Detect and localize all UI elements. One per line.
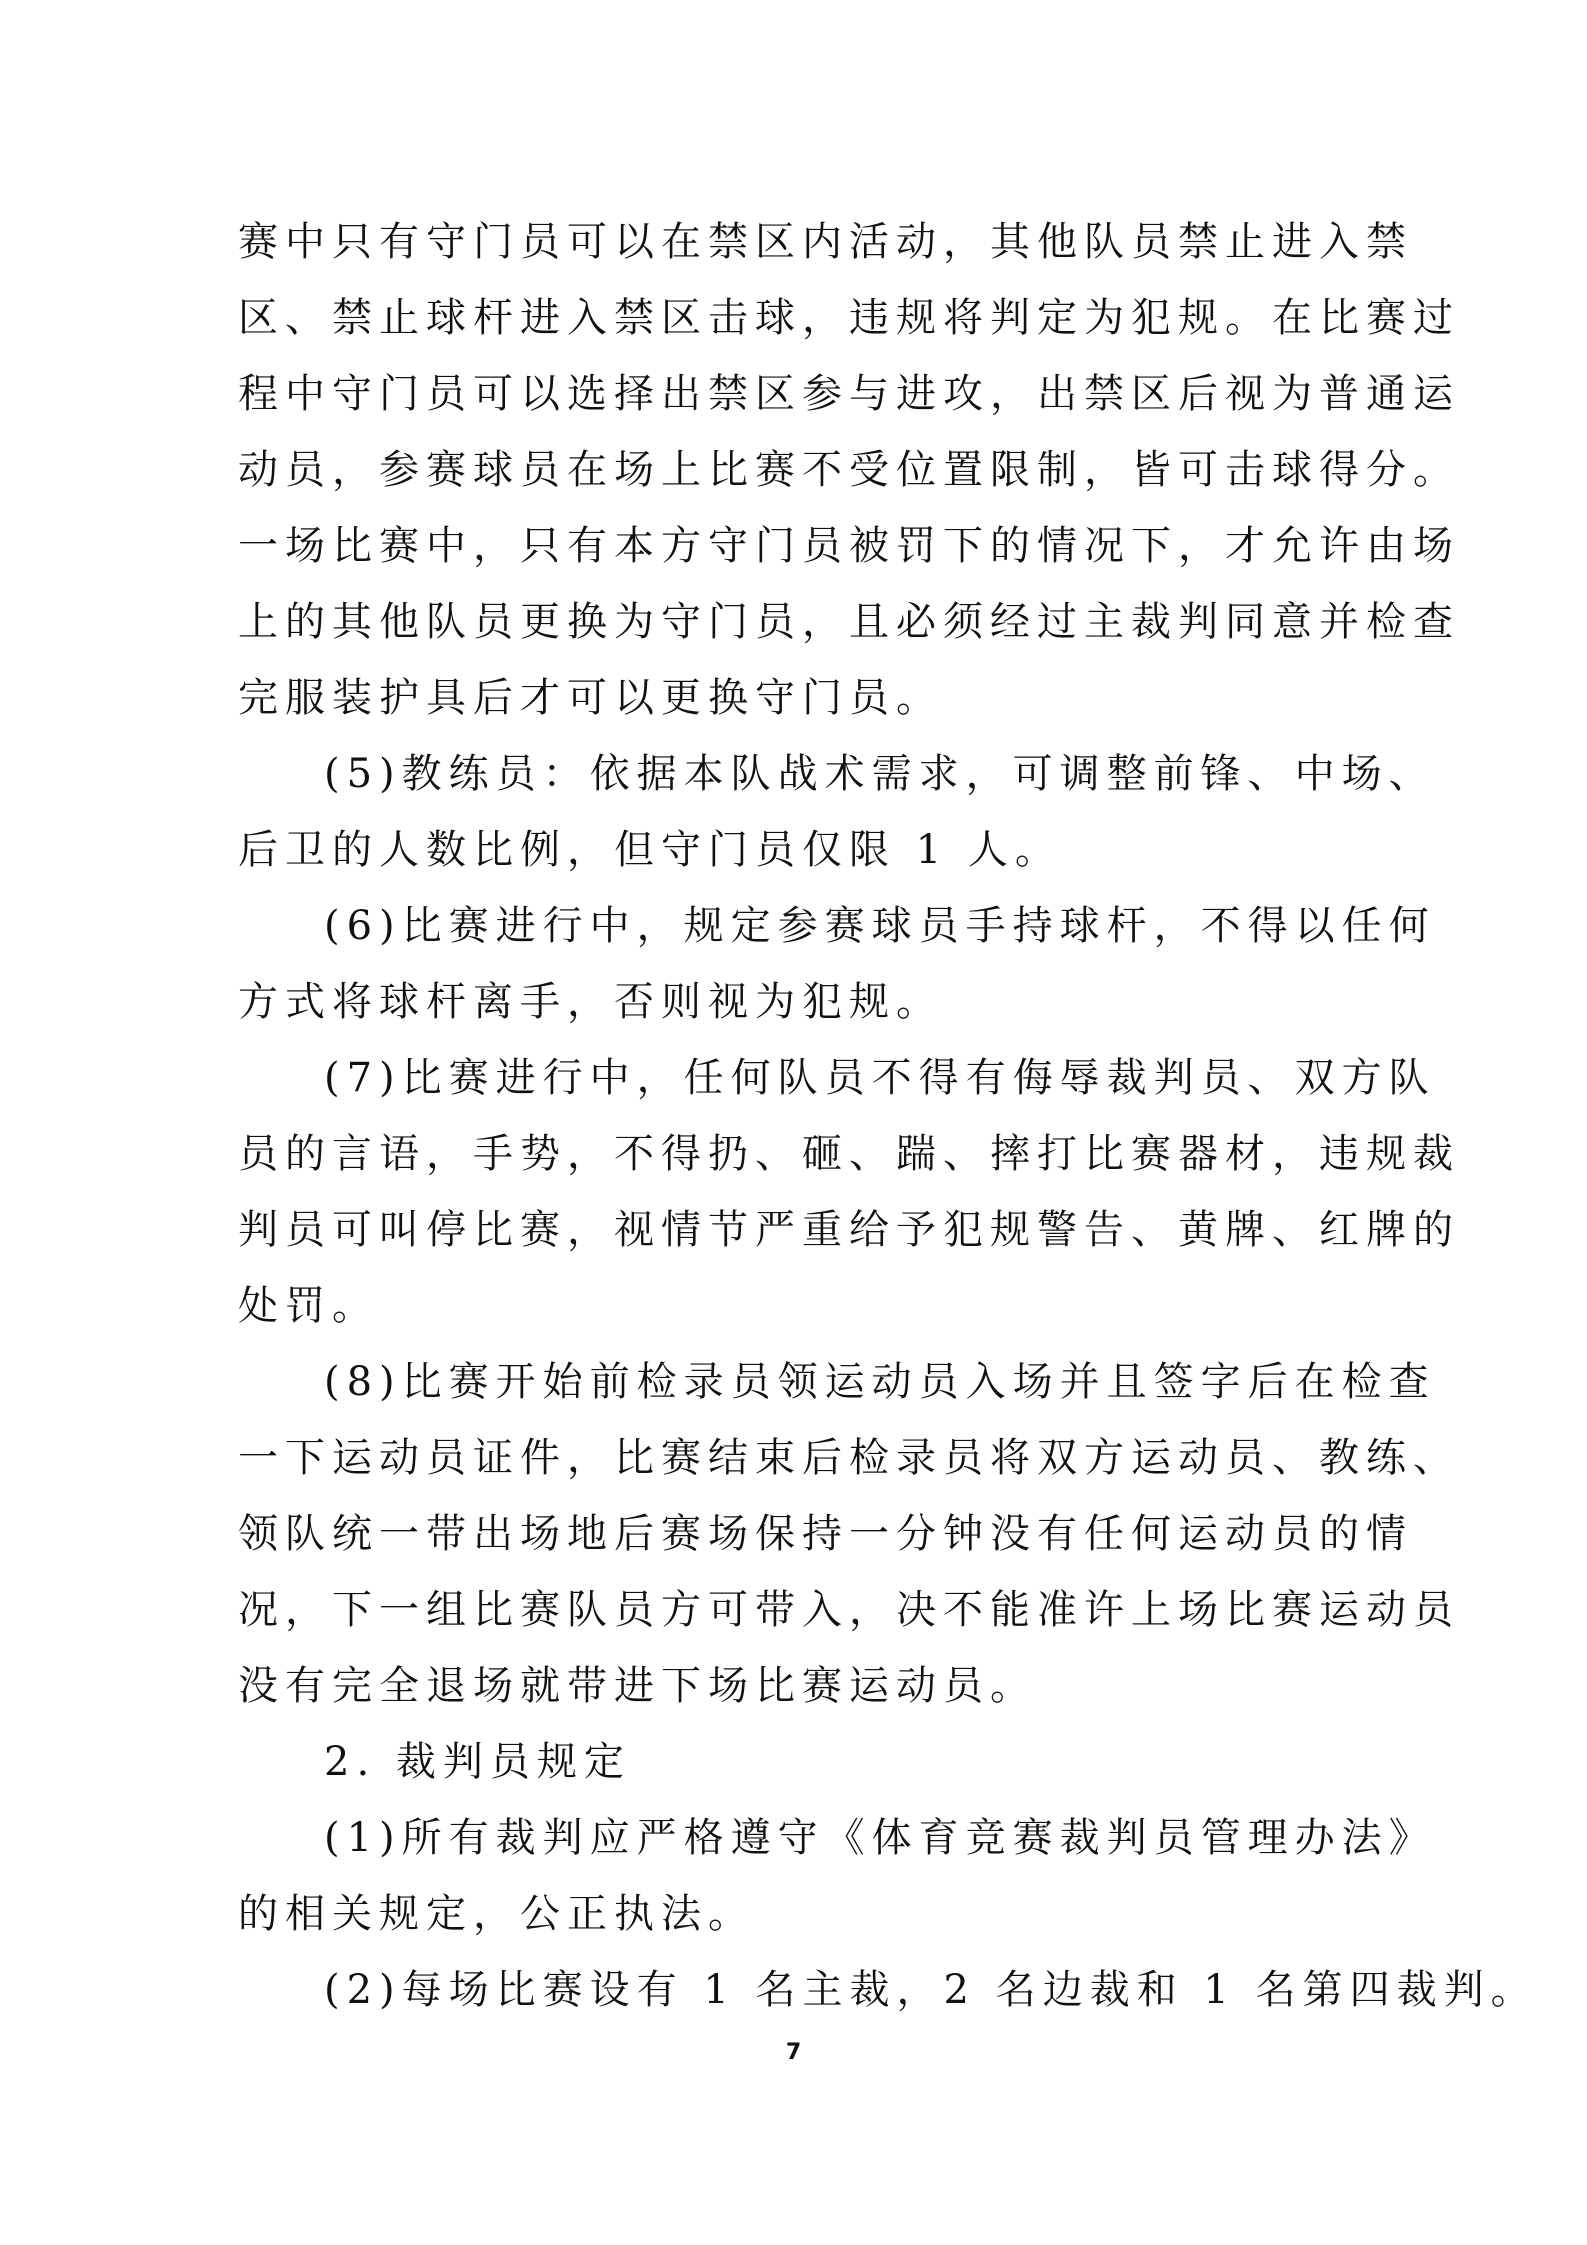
text-line: 赛中只有守门员可以在禁区内活动，其他队员禁止进入禁: [238, 219, 1413, 265]
text-line: 领队统一带出场地后赛场保持一分钟没有任何运动员的情: [238, 1511, 1413, 1557]
text-line: 完服装护具后才可以更换守门员。: [238, 675, 943, 721]
text-line: (7)比赛进行中，任何队员不得有侮辱裁判员、双方队: [324, 1055, 1436, 1101]
text-line: 后卫的人数比例，但守门员仅限 1 人。: [238, 827, 1062, 873]
text-line: 一场比赛中，只有本方守门员被罚下的情况下，才允许由场: [238, 523, 1460, 569]
section-heading-referee-rules: [238, 1724, 1352, 1800]
paragraph-item-8-checkin: [238, 1344, 1460, 1724]
text-line: 上的其他队员更换为守门员，且必须经过主裁判同意并检查: [238, 599, 1460, 645]
text-line: 方式将球杆离手，否则视为犯规。: [238, 979, 943, 1025]
text-line: (6)比赛进行中，规定参赛球员手持球杆，不得以任何: [324, 903, 1436, 949]
text-line: 程中守门员可以选择出禁区参与进攻，出禁区后视为普通运: [238, 371, 1460, 417]
text-line: 一下运动员证件，比赛结束后检录员将双方运动员、教练、: [238, 1435, 1460, 1481]
text-line: 的相关规定，公正执法。: [238, 1891, 755, 1937]
text-line: 区、禁止球杆进入禁区击球，违规将判定为犯规。在比赛过: [238, 295, 1460, 341]
paragraph-goalkeeper-rules: [238, 204, 1460, 736]
text-line: 员的言语，手势，不得扔、砸、踹、摔打比赛器材，违规裁: [238, 1131, 1460, 1177]
section-heading: 2. 裁判员规定: [324, 1739, 631, 1785]
text-line: (1)所有裁判应严格遵守《体育竞赛裁判员管理办法》: [324, 1815, 1436, 1861]
text-line: (8)比赛开始前检录员领运动员入场并且签字后在检查: [324, 1359, 1436, 1405]
text-line: (2)每场比赛设有 1 名主裁，2 名边裁和 1 名第四裁判。: [324, 1967, 1538, 2013]
text-line: 况，下一组比赛队员方可带入，决不能准许上场比赛运动员: [238, 1587, 1460, 1633]
paragraph-item-7-conduct: [238, 1040, 1460, 1344]
text-line: 动员，参赛球员在场上比赛不受位置限制，皆可击球得分。: [238, 447, 1460, 493]
paragraph-item-5-coach: [238, 736, 1436, 888]
paragraph-item-6-stick: [238, 888, 1436, 1040]
document-body: [238, 204, 1538, 2028]
text-line: 判员可叫停比赛，视情节严重给予犯规警告、黄牌、红牌的: [238, 1207, 1460, 1253]
paragraph-referee-item-2: [238, 1952, 1538, 2028]
paragraph-referee-item-1: [238, 1800, 1436, 1952]
text-line: 没有完全退场就带进下场比赛运动员。: [238, 1663, 1037, 1709]
page-number: 7: [785, 2040, 802, 2065]
text-line: (5)教练员：依据本队战术需求，可调整前锋、中场、: [324, 751, 1436, 797]
text-line: 处罚。: [238, 1283, 379, 1329]
